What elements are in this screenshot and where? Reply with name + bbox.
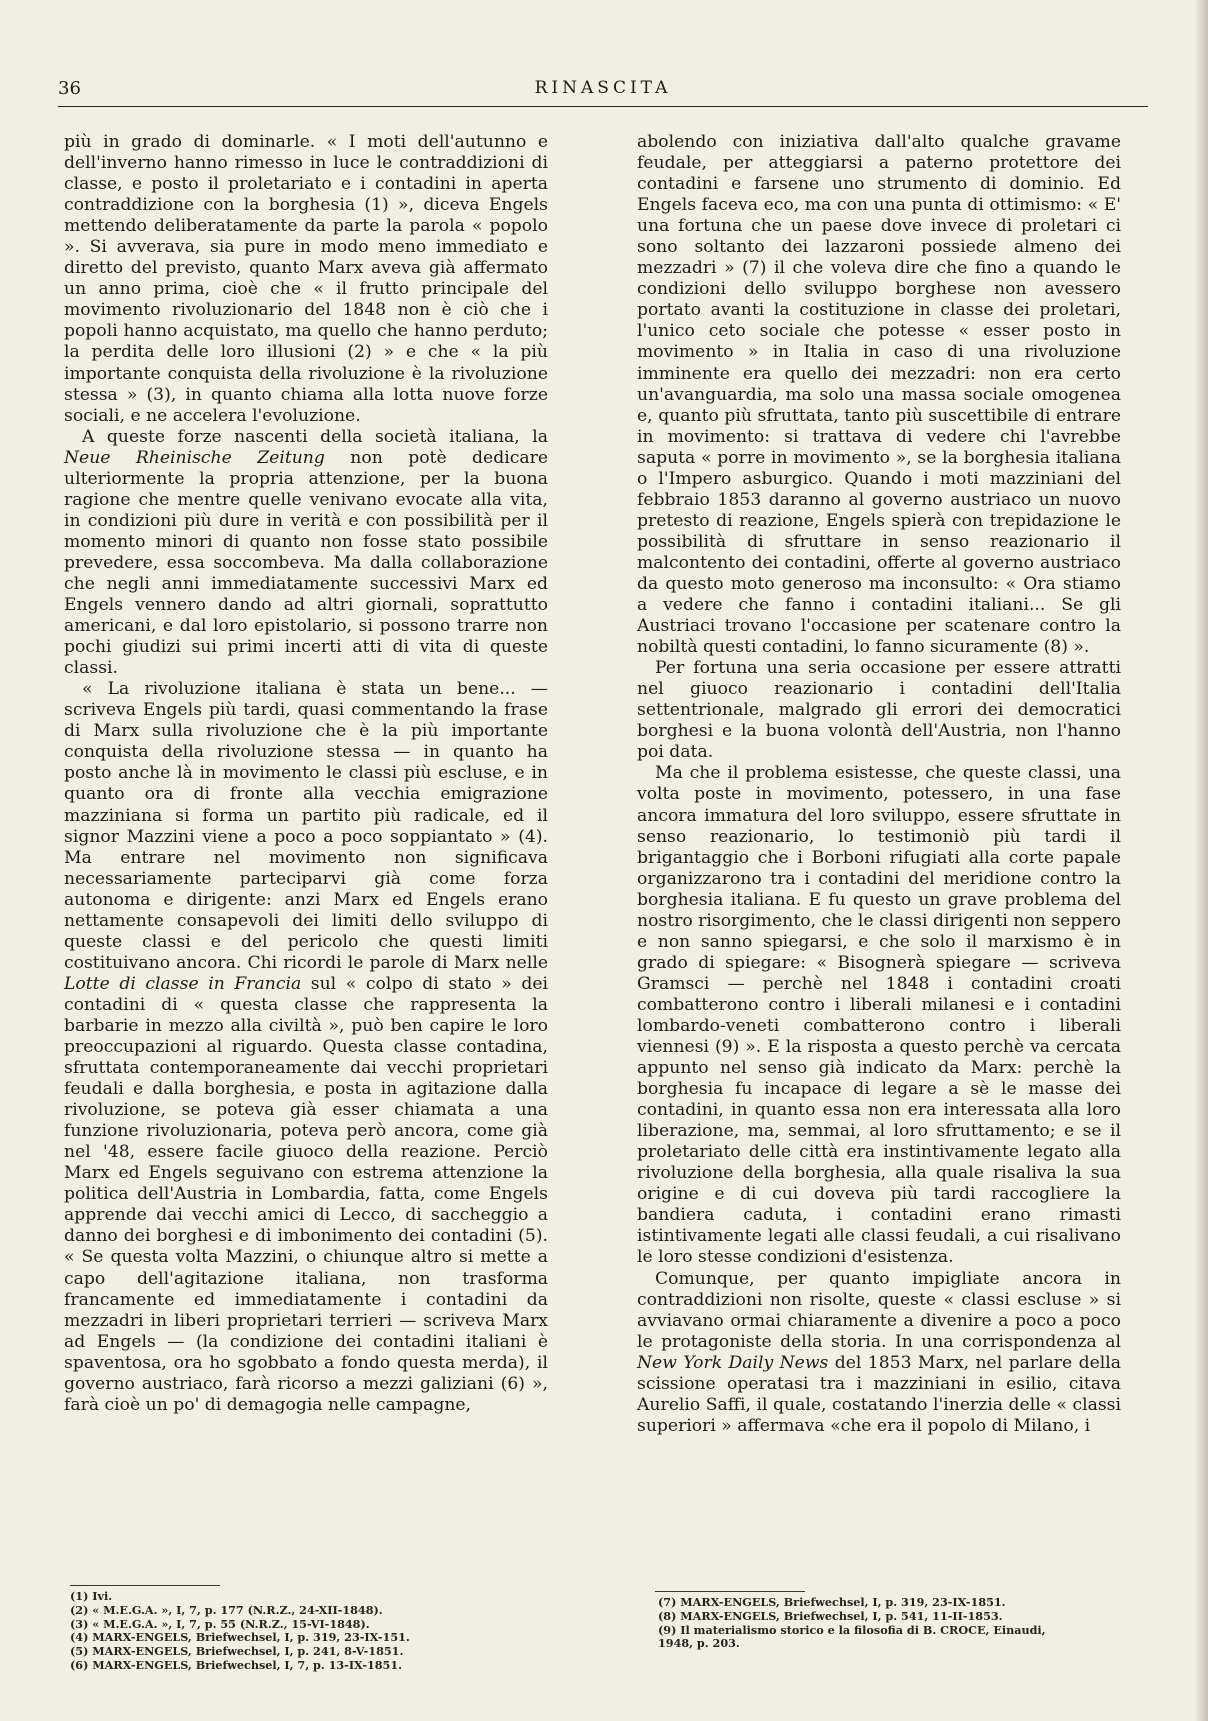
paragraph <box>64 679 548 1416</box>
paragraph <box>64 427 548 680</box>
footnote-rule <box>70 1585 220 1586</box>
footnotes-right <box>658 1596 1158 1651</box>
italic-title: Neue Rheinische Zeitung <box>64 447 325 468</box>
text-run: non potè dedicare ulteriormente la propria attenzione, per la buona ragione che mentre quelle venivano evocate alla vita, in condizioni più dure in verità e con possibilità per il momento minori di quanto non fosse stato possibile prevedere, essa soccombeva. Ma dalla collaborazione che negli anni immediatamente successivi Marx ed Engels vennero dando ad altri giornali, soprattutto americani, e dal loro epistolario, si possono trarre non pochi giudizi sui primi incerti atti di vita di queste classi. <box>64 447 548 679</box>
paragraph: Per fortuna una seria occasione per essere attratti nel giuoco reazionario i contadini dell'Italia settentrionale, malgrado gli errori dei democratici borghesi e la buona volontà dell'Austria, non l'hanno poi data. <box>637 658 1121 763</box>
footnote: (9) Il materialismo storico e la filosofia di B. CROCE, Einaudi, <box>658 1622 1046 1637</box>
paragraph: Ma che il problema esistesse, che queste classi, una volta poste in movimento, potessero, in una fase ancora immatura del loro sviluppo, essere sfruttate in senso reazionario, lo testimoniò più tardi il brigantaggio che i Borboni rifugiati alla corte papale organizzarono tra i contadini del meridione contro la borghesia italiana. E fu questo un grave problema del nostro risorgimento, che le classi dirigenti non seppero e non sanno spiegarsi, e che solo il marxismo è in grado di spiegare: « Bisognerà spiegare — scriveva Gramsci — perchè nel 1848 i contadini croati combatterono contro i liberali milanesi e i contadini lombardo-veneti combatterono contro i liberali viennesi (9) ». E la risposta a questo perchè va cercata appunto nel senso già indicato da Marx: perchè la borghesia fu incapace di legare a sè le masse dei contadini, in quanto essa non era interessata alla loro liberazione, ma, semmai, al loro sfruttamento; e se il proletariato delle città era instintivamente legato alla rivoluzione della borghesia, alla quale risaliva la sua origine e di cui doveva più tardi raccogliere la bandiera caduta, i contadini erano rimasti istintivamente legati alle classi feudali, a cui risalivano le loro stesse condizioni d'esistenza. <box>637 763 1121 1268</box>
text-run: « La rivoluzione italiana è stata un bene... — scriveva Engels più tardi, quasi commentando la frase di Marx sulla rivoluzione che è la più importante conquista della rivoluzione stessa — in quanto ha posto anche là in movimento le classi più escluse, e in quanto ora di fronte alla vecchia emigrazione mazziniana si forma un partito più radicale, ed il signor Mazzini viene a poco a poco soppiantato » (4). Ma entrare nel movimento non significava necessariamente parteciparvi già come forza autonoma e dirigente: anzi Marx ed Engels erano nettamente consapevoli dei limiti dello sviluppo di queste classi e del pericolo che questi limiti costituivano ancora. Chi ricordi le parole di Marx nelle <box>64 679 548 973</box>
page-header <box>58 78 1148 106</box>
footnote: (3) « M.E.G.A. », I, 7, p. 55 (N.R.Z., 15-VI-1848). <box>70 1616 370 1631</box>
running-title: RINASCITA <box>534 78 672 98</box>
footnote: (2) « M.E.G.A. », I, 7, p. 177 (N.R.Z., 24-XII-1848). <box>70 1602 383 1617</box>
italic-title: Lotte di classe in Francia <box>64 973 302 994</box>
footnote: (8) MARX-ENGELS, Briefwechsel, I, p. 541, 11-II-1853. <box>658 1608 1003 1623</box>
footnote-rule <box>655 1591 805 1592</box>
footnote: (5) MARX-ENGELS, Briefwechsel, I, p. 241, 8-V-1851. <box>70 1644 404 1659</box>
footnotes-left <box>70 1590 554 1673</box>
text-run: sul « colpo di stato » dei contadini di « questa classe che rappresenta la barbarie in mezzo alla civiltà », può ben capire le loro preoccupazioni al riguardo. Questa classe contadina, sfruttata contemporaneamente dai vecchi proprietari feudali e dalla borghesia, e posta in agitazione dalla rivoluzione, se poteva già esser chiamata a una funzione rivoluzionaria, poteva però ancora, come già nel '48, essere facile giuoco della reazione. Perciò Marx ed Engels seguivano con estrema attenzione la politica dell'Austria in Lombardia, fatta, come Engels apprende dai vecchi amici di Lecco, di saccheggio a danno dei borghesi e di imbonimento dei contadini (5). « Se questa volta Mazzini, o chiunque altro si mette a capo dell'agitazione italiana, non trasforma francamente ed immediatamente i contadini da mezzadri in liberi proprietari terrieri — scriveva Marx ad Engels — (la condizione dei contadini italiani è spaventosa, ora ho sgobbato a fondo questa merda), il governo austriaco, farà ricorso a mezzi galiziani (6) », farà cioè un po' di demagogia nelle campagne, <box>64 973 548 1415</box>
header-rule <box>58 106 1148 107</box>
paragraph: più in grado di dominarle. « I moti dell'autunno e dell'inverno hanno rimesso in luce le contraddizioni di classe, e posto il proletariato e i contadini in aperta contraddizione con la borghesia (1) », diceva Engels mettendo deliberatamente da parte la parola « popolo ». Si avverava, sia pure in modo meno immediato e diretto del previsto, quanto Marx aveva già affermato un anno prima, cioè che « il frutto principale del movimento rivoluzionario del 1848 non è ciò che i popoli hanno acquistato, ma quello che hanno perduto; la perdita delle loro illusioni (2) » e che « la più importante conquista della rivoluzione è la rivoluzione stessa » (3), in quanto chiama alla lotta nuove forze sociali, e ne accelera l'evoluzione. <box>64 132 548 426</box>
page-edge-shadow <box>1194 0 1208 1721</box>
text-run: Comunque, per quanto impigliate ancora in contraddizioni non risolte, queste « classi escluse » si avviavano ormai chiaramente a divenire a poco a poco le protagoniste della storia. In una corrispondenza al <box>637 1268 1121 1352</box>
footnote: (6) MARX-ENGELS, Briefwechsel, I, 7, p. 13-IX-1851. <box>70 1657 403 1672</box>
footnote: (4) MARX-ENGELS, Briefwechsel, I, p. 319, 23-IX-151. <box>70 1630 410 1645</box>
paragraph <box>637 1269 1121 1437</box>
left-column <box>64 132 548 1416</box>
footnote: (7) MARX-ENGELS, Briefwechsel, I, p. 319, 23-IX-1851. <box>658 1595 1006 1609</box>
italic-title: New York Daily News <box>637 1352 829 1373</box>
text-run: A queste forze nascenti della società italiana, la <box>82 426 548 447</box>
footnote: (1) Ivi. <box>70 1589 113 1603</box>
text-run: del 1853 Marx, nel parlare della scissione operatasi tra i mazziniani in esilio, citava Aurelio Saffi, il quale, costatando l'inerzia delle « classi superiori » affermava «che era il popolo di Milano, i <box>637 1352 1121 1436</box>
footnote: 1948, p. 203. <box>658 1636 740 1651</box>
page-number: 36 <box>58 78 81 99</box>
paragraph: abolendo con iniziativa dall'alto qualche gravame feudale, per atteggiarsi a paterno protettore dei contadini e farsene uno strumento di dominio. Ed Engels faceva eco, ma con una punta di ottimismo: « E' una fortuna che un paese dove invece di proletari ci sono soltanto dei lazzaroni possiede almeno dei mezzadri » (7) il che voleva dire che fino a quando le condizioni dello sviluppo borghese non avessero portato avanti la costituzione in classe dei proletari, l'unico ceto sociale che potesse « esser posto in movimento » in Italia in caso di una rivoluzione imminente era quello dei mezzadri: non era certo un'avanguardia, ma solo una massa sociale omogenea e, quanto più sfruttata, tanto più suscettibile di entrare in movimento: si trattava di vedere chi l'avrebbe saputa « porre in movimento », se la borghesia italiana o l'Impero asburgico. Quando i moti mazziniani del febbraio 1853 daranno al governo austriaco un nuovo pretesto di reazione, Engels spierà con trepidazione le possibilità di sfruttare in senso reazionario il malcontento dei contadini, offerte al governo austriaco da questo moto generoso ma inconsulto: « Ora stiamo a vedere che fanno i contadini italiani... Se gli Austriaci trovano l'occasione per scatenare contro la nobiltà questi contadini, lo fanno sicuramente (8) ». <box>637 132 1121 658</box>
right-column <box>637 132 1121 1437</box>
